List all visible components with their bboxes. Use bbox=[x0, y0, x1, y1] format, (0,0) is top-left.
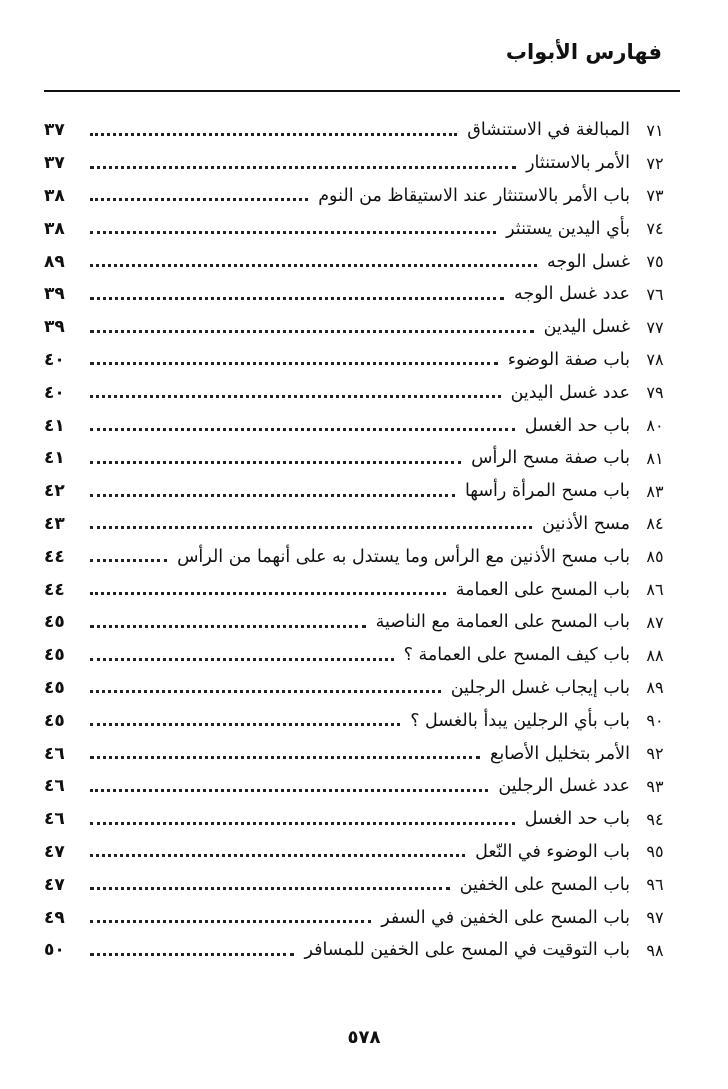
toc-entry bbox=[44, 212, 680, 245]
toc-entry bbox=[44, 114, 680, 147]
entry-page-number: ٤٥ bbox=[44, 710, 65, 731]
entry-page-number: ٣٨ bbox=[44, 218, 65, 239]
entry-page-number: ٤١ bbox=[44, 448, 65, 469]
entry-number: ٧٢ bbox=[646, 153, 664, 173]
entry-title: عدد غسل اليدين bbox=[510, 382, 630, 403]
entry-title: عدد غسل الوجه bbox=[514, 284, 630, 305]
toc-entry bbox=[44, 934, 680, 967]
toc-entry bbox=[44, 540, 680, 573]
entry-number: ٨٧ bbox=[646, 612, 664, 632]
entry-number: ٨٠ bbox=[646, 416, 664, 436]
entry-page-number: ٤٥ bbox=[44, 677, 65, 698]
toc-entry bbox=[44, 606, 680, 639]
entry-page-number: ٤٧ bbox=[44, 874, 65, 895]
dot-leader bbox=[90, 822, 515, 825]
entry-title: باب كيف المسح على العمامة ؟ bbox=[403, 645, 630, 666]
entry-title: باب مسح المرأة رأسها bbox=[464, 481, 630, 502]
entry-number: ٩٠ bbox=[646, 711, 664, 731]
dot-leader bbox=[90, 625, 366, 628]
toc-entry bbox=[44, 836, 680, 869]
entry-page-number: ٤٦ bbox=[44, 776, 65, 797]
entry-number: ٨٦ bbox=[646, 580, 664, 600]
entry-number: ٨١ bbox=[646, 448, 664, 468]
entry-number: ٩٢ bbox=[646, 744, 664, 764]
entry-page-number: ٣٨ bbox=[44, 185, 65, 206]
entry-title: الأمر بالاستنثار bbox=[526, 153, 630, 174]
entry-number: ٩٥ bbox=[646, 842, 664, 862]
entry-page-number: ٤٤ bbox=[44, 546, 65, 567]
dot-leader bbox=[90, 756, 480, 759]
dot-leader bbox=[90, 592, 446, 595]
entry-number: ٧٣ bbox=[646, 186, 664, 206]
dot-leader bbox=[90, 198, 308, 201]
entry-title: باب الأمر بالاستنثار عند الاستيقاظ من النوم bbox=[318, 185, 630, 206]
dot-leader bbox=[90, 494, 455, 497]
entry-number: ٨٥ bbox=[646, 547, 664, 567]
toc-entry bbox=[44, 770, 680, 803]
entry-page-number: ٤٣ bbox=[44, 513, 65, 534]
entry-title: باب التوقيت في المسح على الخفين للمسافر bbox=[304, 940, 630, 961]
entry-number: ٩٦ bbox=[646, 875, 664, 895]
entry-number: ٧٦ bbox=[646, 284, 664, 304]
entry-title: غسل اليدين bbox=[543, 317, 630, 338]
entry-page-number: ٤٠ bbox=[44, 382, 65, 403]
entry-page-number: ٥٠ bbox=[44, 940, 65, 961]
dot-leader bbox=[90, 362, 498, 365]
entry-number: ٧٩ bbox=[646, 383, 664, 403]
dot-leader bbox=[90, 658, 394, 661]
toc-entry bbox=[44, 704, 680, 737]
toc-entry bbox=[44, 475, 680, 508]
toc-entry bbox=[44, 311, 680, 344]
toc-entry bbox=[44, 180, 680, 213]
toc-entry bbox=[44, 639, 680, 672]
entry-number: ٧٨ bbox=[646, 350, 664, 370]
dot-leader bbox=[90, 887, 450, 890]
entry-number: ٧٥ bbox=[646, 252, 664, 272]
entry-title: باب مسح الأذنين مع الرأس وما يستدل به على أنهما من الرأس bbox=[177, 546, 630, 567]
toc-entry bbox=[44, 901, 680, 934]
entry-page-number: ٤٥ bbox=[44, 645, 65, 666]
dot-leader bbox=[90, 789, 488, 792]
entry-page-number: ٣٩ bbox=[44, 317, 65, 338]
entry-title: باب بأي الرجلين يبدأ بالغسل ؟ bbox=[410, 710, 630, 731]
entry-page-number: ٣٧ bbox=[44, 120, 65, 141]
entry-title: غسل الوجه bbox=[546, 251, 630, 272]
entry-page-number: ٣٩ bbox=[44, 284, 65, 305]
entry-title: باب حد الغسل bbox=[524, 809, 630, 830]
entry-page-number: ٤١ bbox=[44, 415, 65, 436]
entry-number: ٧٧ bbox=[646, 317, 664, 337]
entry-page-number: ٤٥ bbox=[44, 612, 65, 633]
entry-page-number: ٤٦ bbox=[44, 743, 65, 764]
dot-leader bbox=[90, 395, 501, 398]
entry-page-number: ٤٩ bbox=[44, 907, 65, 928]
entry-number: ٨٤ bbox=[646, 514, 664, 534]
dot-leader bbox=[90, 953, 294, 956]
toc-entry bbox=[44, 409, 680, 442]
entry-number: ٩٣ bbox=[646, 776, 664, 796]
entry-title: الأمر بتخليل الأصابع bbox=[490, 743, 630, 764]
toc-entry bbox=[44, 508, 680, 541]
entry-title: بأي اليدين يستنثر bbox=[506, 218, 630, 239]
dot-leader bbox=[90, 854, 465, 857]
dot-leader bbox=[90, 526, 532, 529]
entry-title: باب الوضوء في النّعل bbox=[475, 841, 630, 862]
dot-leader bbox=[90, 133, 457, 136]
entry-page-number: ٣٧ bbox=[44, 153, 65, 174]
entry-page-number: ٤٦ bbox=[44, 809, 65, 830]
dot-leader bbox=[90, 461, 461, 464]
table-of-contents bbox=[44, 114, 680, 967]
dot-leader bbox=[90, 231, 496, 234]
toc-entry bbox=[44, 278, 680, 311]
entry-number: ٩٤ bbox=[646, 809, 664, 829]
dot-leader bbox=[90, 920, 371, 923]
entry-page-number: ٨٩ bbox=[44, 251, 65, 272]
toc-entry bbox=[44, 245, 680, 278]
entry-number: ٨٣ bbox=[646, 481, 664, 501]
entry-title: باب حد الغسل bbox=[524, 415, 630, 436]
dot-leader bbox=[90, 166, 516, 169]
toc-entry bbox=[44, 672, 680, 705]
toc-entry bbox=[44, 376, 680, 409]
dot-leader bbox=[90, 428, 515, 431]
entry-title: المبالغة في الاستنشاق bbox=[467, 120, 630, 141]
dot-leader bbox=[90, 559, 167, 562]
entry-title: باب إيجاب غسل الرجلين bbox=[450, 677, 630, 698]
entry-title: باب المسح على العمامة مع الناصية bbox=[375, 612, 630, 633]
entry-title: باب المسح على العمامة bbox=[455, 579, 630, 600]
entry-page-number: ٤٢ bbox=[44, 481, 65, 502]
entry-number: ٩٧ bbox=[646, 908, 664, 928]
toc-entry bbox=[44, 147, 680, 180]
entry-title: مسح الأذنين bbox=[542, 513, 630, 534]
dot-leader bbox=[90, 690, 441, 693]
entry-number: ٧٤ bbox=[646, 219, 664, 239]
toc-entry bbox=[44, 803, 680, 836]
entry-number: ٩٨ bbox=[646, 940, 664, 960]
entry-title: باب المسح على الخفين bbox=[459, 874, 630, 895]
toc-entry bbox=[44, 344, 680, 377]
entry-title: باب المسح على الخفين في السفر bbox=[381, 907, 630, 928]
entry-page-number: ٤٤ bbox=[44, 579, 65, 600]
entry-page-number: ٤٧ bbox=[44, 841, 65, 862]
header-rule bbox=[44, 90, 680, 92]
entry-title: عدد غسل الرجلين bbox=[498, 776, 630, 797]
entry-page-number: ٤٠ bbox=[44, 349, 65, 370]
dot-leader bbox=[90, 723, 400, 726]
entry-number: ٧١ bbox=[646, 120, 664, 140]
toc-entry bbox=[44, 442, 680, 475]
entry-title: باب صفة مسح الرأس bbox=[471, 448, 630, 469]
running-header-title: فهارس الأبواب bbox=[505, 40, 662, 64]
toc-entry bbox=[44, 573, 680, 606]
entry-number: ٨٨ bbox=[646, 645, 664, 665]
toc-entry bbox=[44, 868, 680, 901]
toc-entry bbox=[44, 737, 680, 770]
dot-leader bbox=[90, 297, 504, 300]
dot-leader bbox=[90, 264, 537, 267]
page-number: ٥٧٨ bbox=[347, 1027, 381, 1048]
entry-title: باب صفة الوضوء bbox=[507, 349, 630, 370]
dot-leader bbox=[90, 330, 534, 333]
entry-number: ٨٩ bbox=[646, 678, 664, 698]
